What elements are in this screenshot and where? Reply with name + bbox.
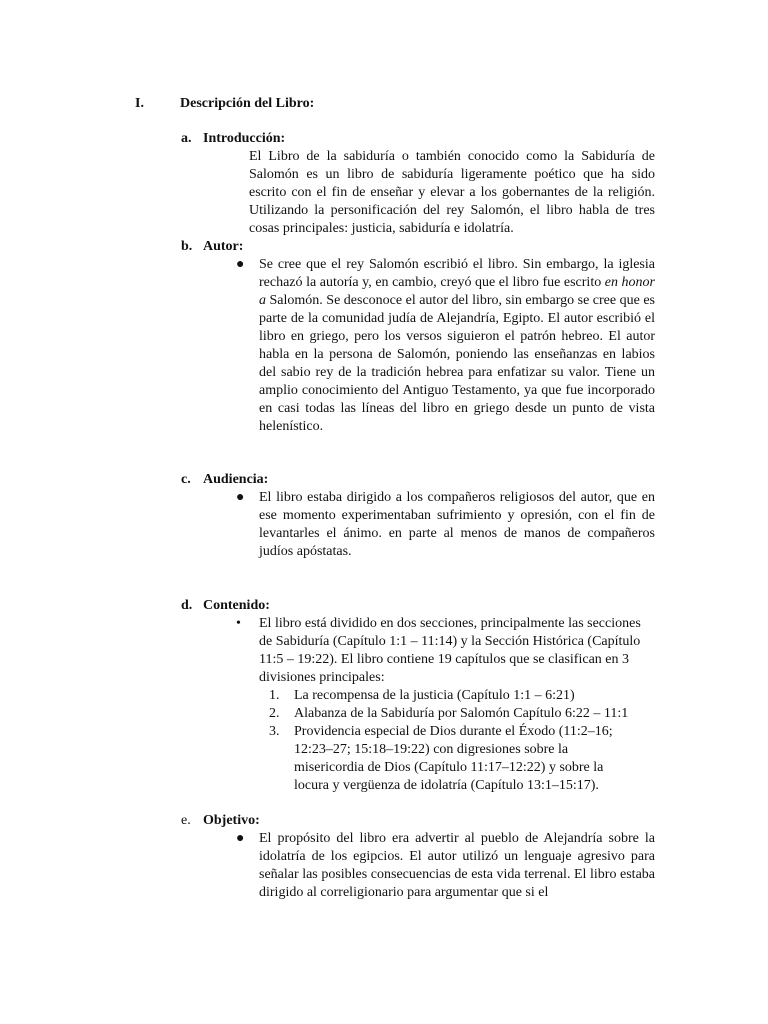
section-b-heading <box>181 238 243 256</box>
list-item <box>259 687 655 705</box>
section-c-heading <box>181 471 268 489</box>
bullet-icon: ● <box>236 490 245 505</box>
section-b-text-start: Se cree que el rey Salomón escribió el libro. Sin embargo, la iglesia rechazó la autoría y, en cambio, creyó que el libro fue escrito <box>259 257 655 290</box>
section-b-paragraph <box>259 256 655 436</box>
section-b-text-italic: en honor a <box>259 275 655 308</box>
section-b-text-end: Salomón. Se desconoce el autor del libro, sin embargo se cree que es parte de la comunidad judía de Alejandría, Egipto. El autor escribió el libro en griego, pero los versos siguieron el patrón hebreo. El autor habla en la persona de Salomón, poniendo las enseñanzas en labios del sabio rey de la tradición hebrea para enfatizar su valor. Tiene un amplio conocimiento del Antiguo Testamento, ya que fue incorporado en casi todas las líneas del libro en griego desde un punto de vista helenístico. <box>259 293 655 434</box>
section-a-paragraph: El Libro de la sabiduría o también conocido como la Sabiduría de Salomón es un libro de sabiduría ligeramente poético que ha sido escrito con el fin de enseñar y elevar a los gobernantes de la religión. Utilizando la personificación del rey Salomón, el libro habla de tres cosas principales: justicia, sabiduría e idolatría. <box>249 149 655 236</box>
list-item <box>259 723 619 795</box>
bullet-icon: • <box>236 616 241 631</box>
list-item-text: Providencia especial de Dios durante el Éxodo (11:2–16; 12:23–27; 15:18–19:22) con digresiones sobre la misericordia de Dios (Capítulo 11:17–12:22) y sobre la locura y vergüenza de idolatría (Capítulo 13:1–15:17). <box>294 724 613 793</box>
bullet-icon: ● <box>236 831 245 846</box>
list-item-text: Alabanza de la Sabiduría por Salomón Capítulo 6:22 – 11:1 <box>294 706 629 721</box>
section-e-paragraph: El propósito del libro era advertir al pueblo de Alejandría sobre la idolatría de los egipcios. El autor utilizó un lenguaje agresivo para señalar las posibles consecuencias de esta vida terrenal. El libro estaba dirigido al correligionario para argumentar que si el <box>259 831 655 900</box>
section-c-bullet-item <box>236 489 655 561</box>
section-b-title: Autor: <box>203 239 244 254</box>
list-item-number: 3. <box>269 724 280 739</box>
bullet-icon: ● <box>236 257 245 272</box>
section-b-bullet-item <box>236 256 655 436</box>
section-c-title: Audiencia: <box>203 472 269 487</box>
list-item-text: La recompensa de la justicia (Capítulo 1:1 – 6:21) <box>294 688 575 703</box>
section-c-paragraph: El libro estaba dirigido a los compañeros religiosos del autor, que en ese momento experimentaban sufrimiento y opresión, con el fin de levantarles el ánimo. en parte al menos de manos de compañeros judíos apóstatas. <box>259 490 655 559</box>
section-a-title: Introducción: <box>203 131 286 146</box>
section-d-paragraph: El libro está dividido en dos secciones, principalmente las secciones de Sabiduría (Capítulo 1:1 – 11:14) y la Sección Histórica (Capítulo 11:5 – 19:22). El libro contiene 19 capítulos que se clasifican en 3 divisiones principales: <box>259 616 641 685</box>
heading-number: I. <box>135 96 144 111</box>
section-b-letter: b. <box>181 239 193 254</box>
section-d-letter: d. <box>181 598 193 613</box>
section-d-heading <box>181 597 270 615</box>
section-e-letter: e. <box>181 813 191 828</box>
section-e-title: Objetivo: <box>203 813 260 828</box>
list-item-number: 1. <box>269 688 280 703</box>
section-d-title: Contenido: <box>203 598 270 613</box>
section-c-letter: c. <box>181 472 191 487</box>
section-a-letter: a. <box>181 131 192 146</box>
main-heading <box>135 95 314 113</box>
list-item <box>259 705 655 723</box>
list-item-number: 2. <box>269 706 280 721</box>
section-e-bullet-item <box>236 830 655 902</box>
section-a-heading <box>181 130 285 148</box>
section-e-heading <box>181 812 260 830</box>
section-d-bullet-item <box>236 615 655 795</box>
section-d-numbered-list <box>259 687 655 795</box>
heading-title: Descripción del Libro: <box>180 96 315 111</box>
